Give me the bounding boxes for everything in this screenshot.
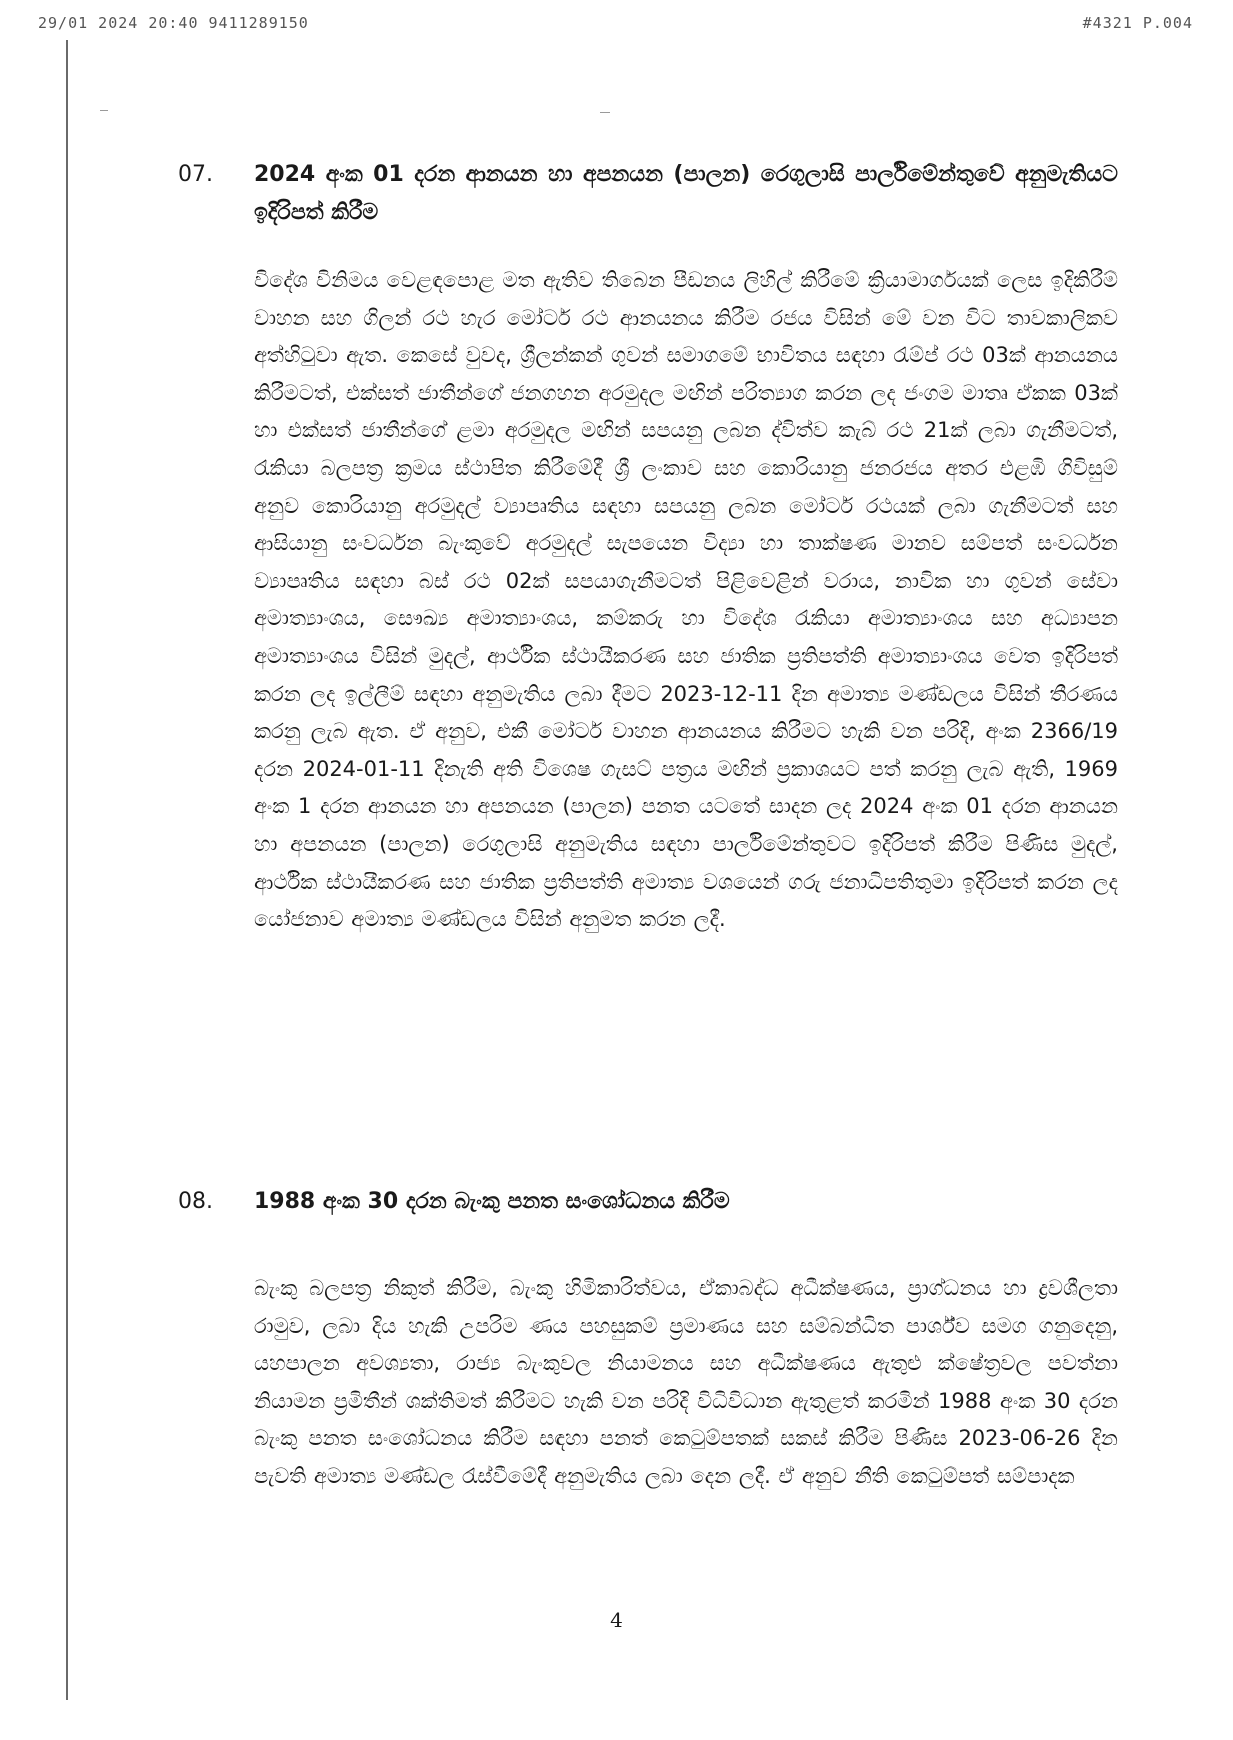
section-number: 08. [178,1189,213,1214]
scan-speck [100,110,108,111]
section-body-07: විදේශ විනිමය වෙළඳපොළ මත ඇතිව තිබෙන පීඩනය ලිහිල් කිරීමේ ක්‍රියාමාර්ගයක් ලෙස ඉදිකිරීම් වාහන සහ ගිලන් රථ හැර මෝටර් රථ ආනයනය කිරීම රජය විසින් මේ වන විට තාවකාලිකව අත්හිටුවා ඇත. කෙසේ වුවද, ශ්‍රීලන්කන් ගුවන් සමාගමේ භාවිතය සඳහා රැම්ප් රථ 03ක් ආනයනය කිරීමටත්, එක්සත් ජාතීන්ගේ ජනගහන අරමුදල මඟින් පරිත්‍යාග කරන ලද ජංගම මාතෘ ඒකක 03ක් හා එක්සත් ජාතීන්ගේ ළමා අරමුදල මඟින් සපයනු ලබන ද්විත්ව කැබ් රථ 21ක් ලබා ගැනීමටත්, රැකියා බලපත්‍ර ක්‍රමය ස්ථාපිත කිරීමේදී ශ්‍රී ලංකාව සහ කොරියානු ජනරජය අතර එළඹි ගිවිසුම් අනුව කොරියානු අරමුදල් ව්‍යාපෘතිය සඳහා සපයනු ලබන මෝටර් රථයක් ලබා ගැනීමටත් සහ ආසියානු සංවර්ධන බැංකුවේ අරමුදල් සැපයෙන විද්‍යා හා තාක්ෂණ මානව සම්පත් සංවර්ධන ව්‍යාපෘතිය සඳහා බස් රථ 02ක් සපයාගැනීමටත් පිළිවෙළින් වරාය, නාවික හා ගුවන් සේවා අමාත්‍යාංශය, සෞඛ්‍ය අමාත්‍යාංශය, කම්කරු හා විදේශ රැකියා අමාත්‍යාංශය සහ අධ්‍යාපන අමාත්‍යාංශය විසින් මුදල්, ආර්ථික ස්ථායීකරණ සහ ජාතික ප්‍රතිපත්ති අමාත්‍යාංශය වෙත ඉදිරිපත් කරන ලද ඉල්ලීම් සඳහා අනුමැතිය ලබා දීමට 2023-12-11 දින අමාත්‍ය මණ්ඩලය විසින් තීරණය කරනු ලැබ ඇත. ඒ අනුව, එකී මෝටර් වාහන ආනයනය කිරීමට හැකි වන පරිදි, අංක 2366/19 දරන 2024-01-11 දිනැති අති විශෙෂ ගැසට් පත්‍රය මඟින් ප්‍රකාශයට පත් කරනු ලැබ ඇති, 1969 අංක 1 දරන ආනයන හා අපනයන (පාලන) පනත යටතේ සාදන ලද 2024 අංක 01 දරන ආනයන හා අපනයන (පාලන) රෙගුලාසි අනුමැතිය සඳහා පාර්ලිමේන්තුවට ඉදිරිපත් කිරීම පිණිස මුදල්, ආර්ථික ස්ථායීකරණ සහ ජාතික ප්‍රතිපත්ති අමාත්‍ය වශයෙන් ගරු ජනාධිපතිතුමා ඉදිරිපත් කරන ලද යෝජනාව අමාත්‍ය මණ්ඩලය විසින් අනුමත කරන ලදී. [254,268,1118,932]
fax-header-date-number: 29/01 2024 20:40 9411289150 [38,14,309,32]
section-heading-07 [178,156,1118,236]
section-title: 2024 අංක 01 දරන ආනයන හා අපනයන (පාලන) රෙගුලාසි පාර්ලිමේන්තුවේ අනුමැතියට ඉදිරිපත් කිරීම [254,162,1118,225]
fax-transmission-header [38,14,1193,36]
section-title: 1988 අංක 30 දරන බැංකු පනත සංශෝධනය කිරීම [254,1189,730,1214]
section-number: 07. [178,162,213,187]
section-heading-08 [178,1183,1118,1223]
page-number: 4 [610,1608,623,1632]
left-margin-line [66,40,68,1700]
section-body-08: බැංකු බලපත්‍ර නිකුත් කිරීම, බැංකු හිමිකාරිත්වය, ඒකාබද්ධ අධීක්ෂණය, ප්‍රාග්ධනය හා ද්‍රවශීලතා රාමුව, ලබා දිය හැකි උපරිම ණය පහසුකම් ප්‍රමාණය සහ සම්බන්ධිත පාර්ශ්ව සමග ගනුදෙනු, යහපාලන අවශ්‍යතා, රාජ්‍ය බැංකුවල නියාමනය සහ අධීක්ෂණය ඇතුළු ක්ෂේත්‍රවල පවත්නා නියාමන ප්‍රමිතීන් ශක්තිමත් කිරීමට හැකි වන පරිදි විධිවිධාන ඇතුළත් කරමින් 1988 අංක 30 දරන බැංකු පනත සංශෝධනය කිරීම සඳහා පනත් කෙටුම්පතක් සකස් කිරීම පිණිස 2023-06-26 දින පැවති අමාත්‍ය මණ්ඩල රැස්වීමේදී අනුමැතිය ලබා දෙන ලදී. ඒ අනුව නීති කෙටුම්පත් සම්පාදක [254,1276,1118,1488]
scan-speck [600,112,610,113]
fax-header-page-code: #4321 P.004 [1082,14,1193,32]
